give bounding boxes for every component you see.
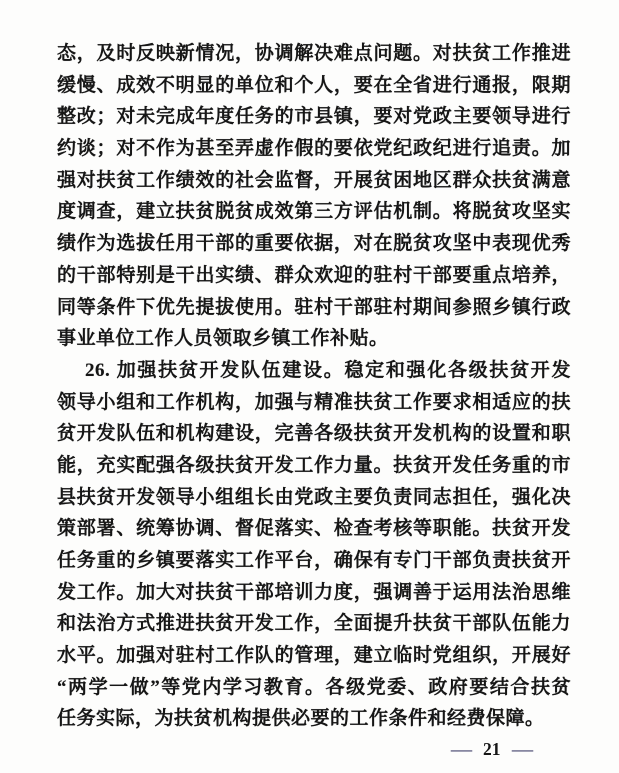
footer-dash-left: —: [450, 739, 473, 759]
text-line: 贫开发队伍和机构建设，完善各级扶贫开发机构的设置和职: [57, 423, 571, 445]
paragraph-continuation: [57, 38, 571, 355]
text-line: 发工作。加大对扶贫干部培训力度，强调善于运用法治思维: [57, 581, 571, 603]
text-line: 同等条件下优先提拔使用。驻村干部驻村期间参照乡镇行政: [57, 296, 571, 318]
text-line: 策部署、统筹协调、督促落实、检查考核等职能。扶贫开发: [57, 518, 571, 540]
text-line: 事业单位工作人员领取乡镇工作补贴。: [57, 328, 389, 350]
text-line: 26. 加强扶贫开发队伍建设。稳定和强化各级扶贫开发: [85, 359, 571, 381]
text-line: 的干部特别是干出实绩、群众欢迎的驻村干部要重点培养，: [57, 264, 571, 286]
text-line: 任务重的乡镇要落实工作平台，确保有专门干部负责扶贫开: [57, 550, 571, 571]
text-line: 任务实际，为扶贫机构提供必要的工作条件和经费保障。: [57, 708, 545, 730]
document-body: [57, 38, 571, 735]
text-line: 水平。加强对驻村工作队的管理，建立临时党组织，开展好: [57, 645, 571, 667]
text-line: 强对扶贫工作绩效的社会监督，开展贫困地区群众扶贫满意: [57, 169, 571, 191]
text-line: 整改；对未完成年度任务的市县镇，要对党政主要领导进行: [57, 106, 571, 128]
page-number: 21: [483, 739, 501, 759]
text-line: 能，充实配强各级扶贫开发工作力量。扶贫开发任务重的市: [57, 454, 571, 476]
text-line: 约谈；对不作为甚至弄虚作假的要依党纪政纪进行追责。加: [57, 138, 571, 160]
text-line: 县扶贫开发领导小组组长由党政主要负责同志担任，强化决: [57, 486, 571, 508]
text-line: 领导小组和工作机构，加强与精准扶贫工作要求相适应的扶: [57, 391, 571, 413]
text-line: 绩作为选拔任用干部的重要依据，对在脱贫攻坚中表现优秀: [57, 233, 571, 255]
text-line: 态，及时反映新情况，协调解决难点问题。对扶贫工作推进: [57, 43, 571, 64]
text-line: 缓慢、成效不明显的单位和个人，要在全省进行通报，限期: [57, 74, 571, 96]
paragraph-item-26: [57, 355, 571, 735]
page-footer: [450, 739, 533, 760]
footer-dash-right: —: [511, 739, 533, 759]
text-line: 和法治方式推进扶贫开发工作，全面提升扶贫干部队伍能力: [57, 613, 571, 635]
text-line: 度调查，建立扶贫脱贫成效第三方评估机制。将脱贫攻坚实: [57, 201, 571, 223]
text-line: “两学一做”等党内学习教育。各级党委、政府要结合扶贫: [57, 676, 571, 698]
